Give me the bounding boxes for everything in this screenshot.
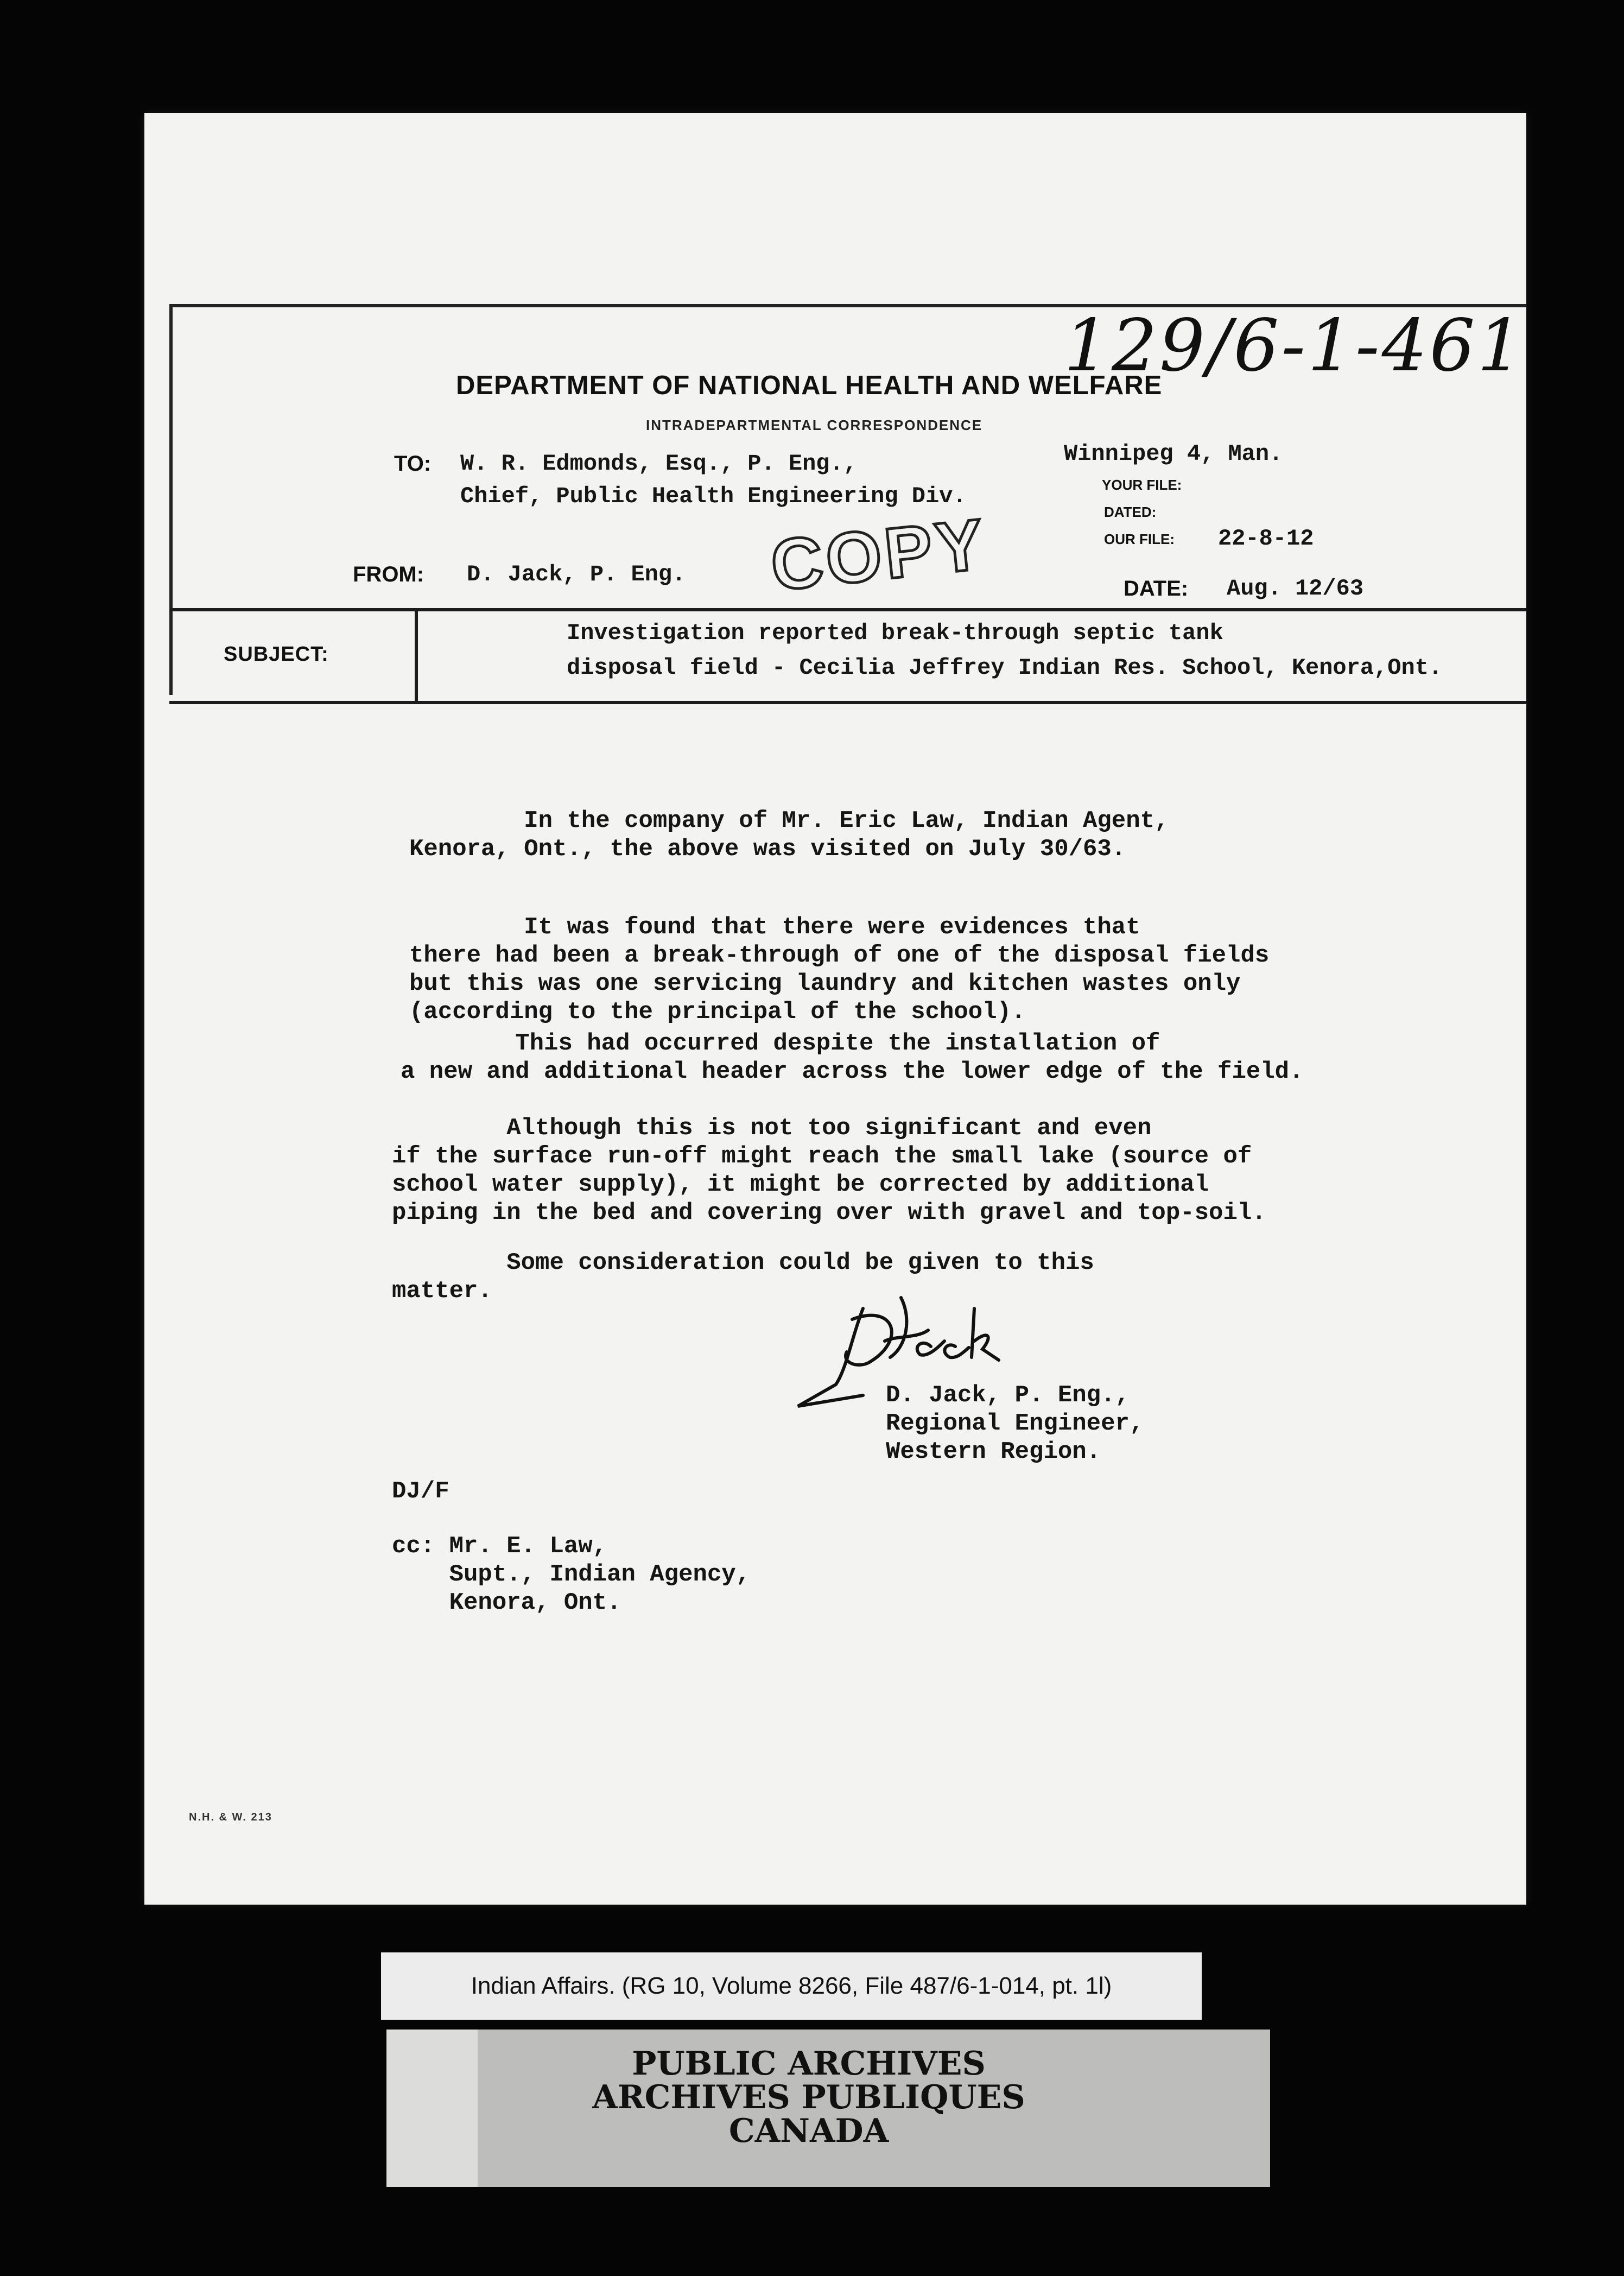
paragraph-2: It was found that there were evidences that there had been a break-through of one of the disposal fields but this was one servicing laundry and kitchen wastes only (according to the principal of the school). bbox=[409, 914, 1270, 1026]
paragraph-4: Although this is not too significant and even if the surface run-off might reach the small lake (source of school water supply), it might be corrected by additional piping in the bed and covering over with gravel and top-soil. bbox=[392, 1115, 1266, 1226]
dated-label: DATED: bbox=[1104, 504, 1157, 520]
archive-reference: Indian Affairs. (RG 10, Volume 8266, File 487/6-1-014, pt. 1l) bbox=[471, 1972, 1112, 1999]
subject-line-2: disposal field - Cecilia Jeffrey Indian Res. School, Kenora,Ont. bbox=[567, 655, 1443, 681]
subject-label: SUBJECT: bbox=[224, 643, 329, 666]
archive-stamp bbox=[564, 2047, 1053, 2148]
copy-stamp: COPY bbox=[767, 503, 991, 606]
date-label: DATE: bbox=[1124, 577, 1189, 600]
cc-block: cc: Mr. E. Law, Supt., Indian Agency, Kenora, Ont. bbox=[392, 1533, 751, 1616]
archive-line-3: CANADA bbox=[728, 2112, 889, 2150]
form-number: N.H. & W. 213 bbox=[189, 1811, 272, 1823]
subject-line-1: Investigation reported break-through septic tank bbox=[567, 620, 1223, 646]
archive-line-1: PUBLIC ARCHIVES bbox=[632, 2045, 986, 2083]
paragraph-3: This had occurred despite the installation of a new and additional header across the lower edge of the field. bbox=[401, 1030, 1304, 1085]
paragraph-1: In the company of Mr. Eric Law, Indian Agent, Kenora, Ont., the above was visited on July 30/63. bbox=[409, 807, 1169, 863]
your-file-label: YOUR FILE: bbox=[1102, 477, 1182, 493]
date-value: Aug. 12/63 bbox=[1227, 576, 1364, 602]
our-file-value: 22-8-12 bbox=[1218, 526, 1314, 552]
subject-divider bbox=[415, 608, 418, 701]
to-line-1: W. R. Edmonds, Esq., P. Eng., bbox=[460, 451, 857, 477]
our-file-label: OUR FILE: bbox=[1104, 531, 1175, 547]
paragraph-5: Some consideration could be given to this matter. bbox=[392, 1249, 1094, 1305]
correspondence-type: INTRADEPARTMENTAL CORRESPONDENCE bbox=[646, 417, 983, 433]
handwritten-file-number: 129/6-1-461 bbox=[1064, 304, 1525, 388]
from-value: D. Jack, P. Eng. bbox=[467, 561, 686, 587]
archive-line-2: ARCHIVES PUBLIQUES bbox=[592, 2078, 1025, 2116]
archive-reference-label bbox=[381, 1952, 1202, 2020]
location: Winnipeg 4, Man. bbox=[1064, 441, 1283, 467]
to-label: TO: bbox=[394, 452, 432, 476]
initials: DJ/F bbox=[392, 1478, 449, 1505]
to-line-2: Chief, Public Health Engineering Div. bbox=[460, 483, 967, 509]
signature-block: D. Jack, P. Eng., Regional Engineer, Western Region. bbox=[886, 1382, 1144, 1465]
from-label: FROM: bbox=[353, 562, 424, 586]
department-title: DEPARTMENT OF NATIONAL HEALTH AND WELFARE bbox=[456, 371, 1163, 400]
